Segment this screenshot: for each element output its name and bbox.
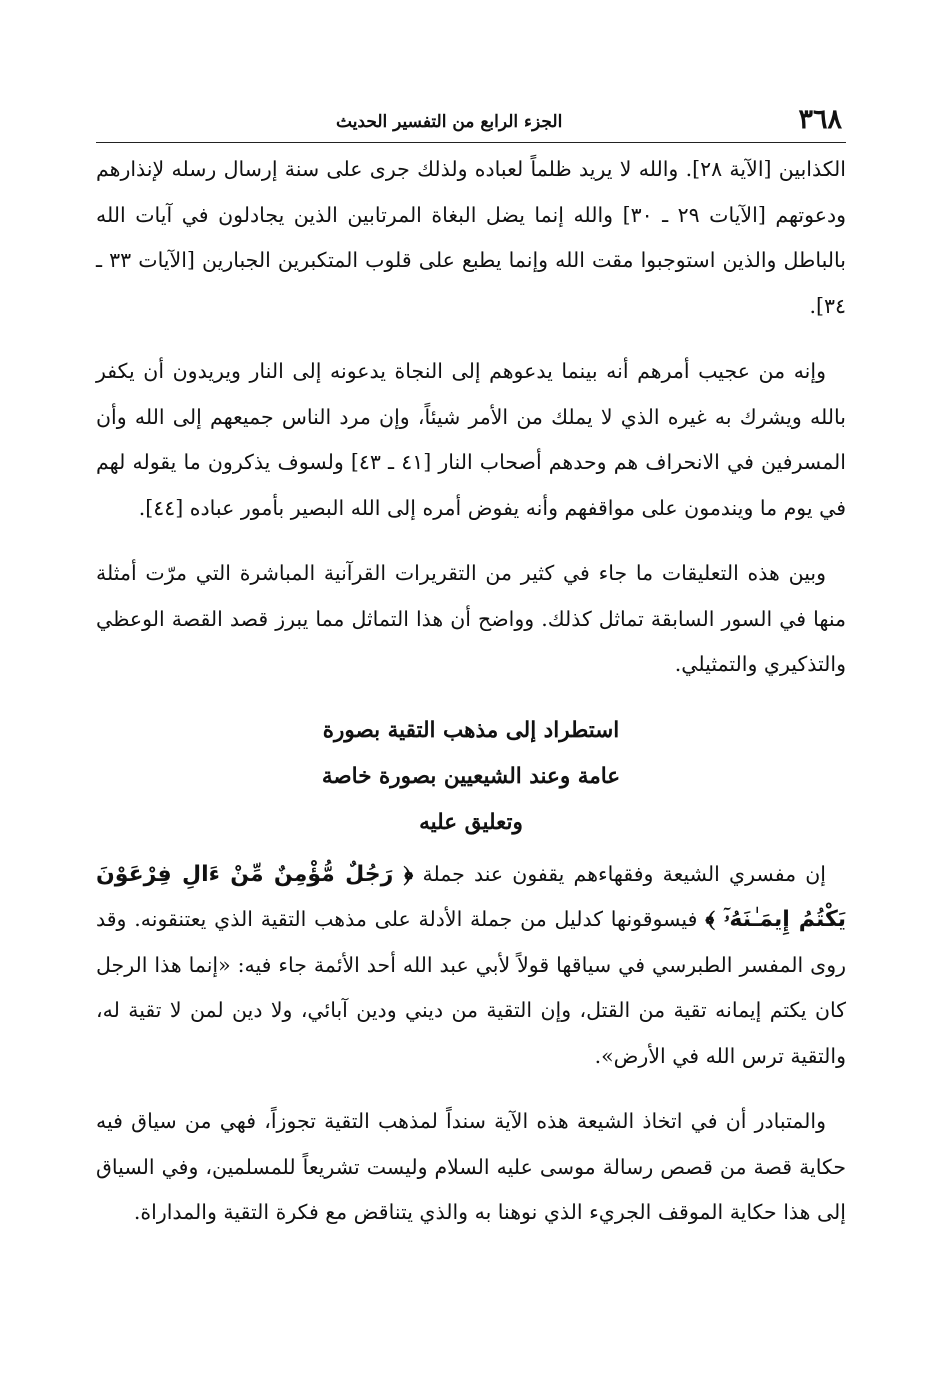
section-heading-line-1: استطراد إلى مذهب التقية بصورة (322, 717, 620, 743)
section-heading-line-3: وتعليق عليه (419, 809, 523, 835)
paragraph-4-intro: إن مفسري الشيعة وفقهاءهم يقفون عند جملة (422, 861, 826, 886)
paragraph-4 (96, 852, 846, 1080)
page-body (96, 147, 846, 1236)
book-page (96, 98, 846, 1256)
paragraph-1: الكذابين [الآية ٢٨]. والله لا يريد ظلماً لعباده ولذلك جرى على سنة إرسال رسله لإنذارهم ودعوتهم [الآيات ٢٩ ـ ٣٠] والله إنما يضل البغاة المرتابين الذين يجادلون في آيات الله بالباطل والذين استوجبوا مقت الله وإنما يطبع على قلوب المتكبرين الجبارين [الآيات ٣٣ ـ ٣٤]. (96, 157, 846, 318)
section-heading-line-2: عامة وعند الشيعيين بصورة خاصة (321, 763, 621, 789)
section-heading (96, 708, 846, 846)
page-header (96, 98, 846, 143)
paragraph-3: وبين هذه التعليقات ما جاء في كثير من التقريرات القرآنية المباشرة التي مرّت أمثلة منها في السور السابقة تماثل كذلك. وواضح أن هذا التماثل مما يبرز قصد القصة الوعظي والتذكيري والتمثيلي. (96, 561, 846, 676)
running-title: الجزء الرابع من التفسير الحديث (336, 112, 563, 132)
paragraph-5: والمتبادر أن في اتخاذ الشيعة هذه الآية سنداً لمذهب التقية تجوزاً، فهي من سياق فيه حكاية قصة من قصص رسالة موسى عليه السلام وليست تشريعاً للمسلمين، وفي السياق إلى هذا حكاية الموقف الجريء الذي نوهنا به والذي يتناقض مع فكرة التقية والمداراة. (96, 1109, 846, 1224)
paragraph-2: وإنه من عجيب أمرهم أنه بينما يدعوهم إلى النجاة يدعونه إلى النار ويريدون أن يكفر بالله ويشرك به غيره الذي لا يملك من الأمر شيئاً، وإن مرد الناس جميعهم إلى الله وأن المسرفين في الانحراف هم وحدهم أصحاب النار [٤١ ـ ٤٣] ولسوف يذكرون ما يقوله لهم في يوم ما ويندمون على مواقفهم وأنه يفوض أمره إلى الله البصير بأمور عباده [٤٤]. (96, 359, 846, 520)
quran-verse-quote: ﴿ رَجُلٌ مُّؤْمِنٌ مِّنْ ءَالِ فِرْعَوْنَ يَكْتُمُ إِيمَـٰنَهُۥٓ ﴾ (96, 861, 846, 932)
paragraph-4-rest: فيسوقونها كدليل من جملة الأدلة على مذهب التقية الذي يعتنقونه. وقد روى المفسر الطبرسي في سياقها قولاً لأبي عبد الله أحد الأئمة جاء فيه: «إنما هذا الرجل كان يكتم إيمانه تقية من القتل، وإن التقية من ديني ودين آبائي، ولا دين لمن لا تقية له، والتقية ترس الله في الأرض». (96, 907, 846, 1068)
page-number: ٣٦٨ (798, 104, 842, 135)
